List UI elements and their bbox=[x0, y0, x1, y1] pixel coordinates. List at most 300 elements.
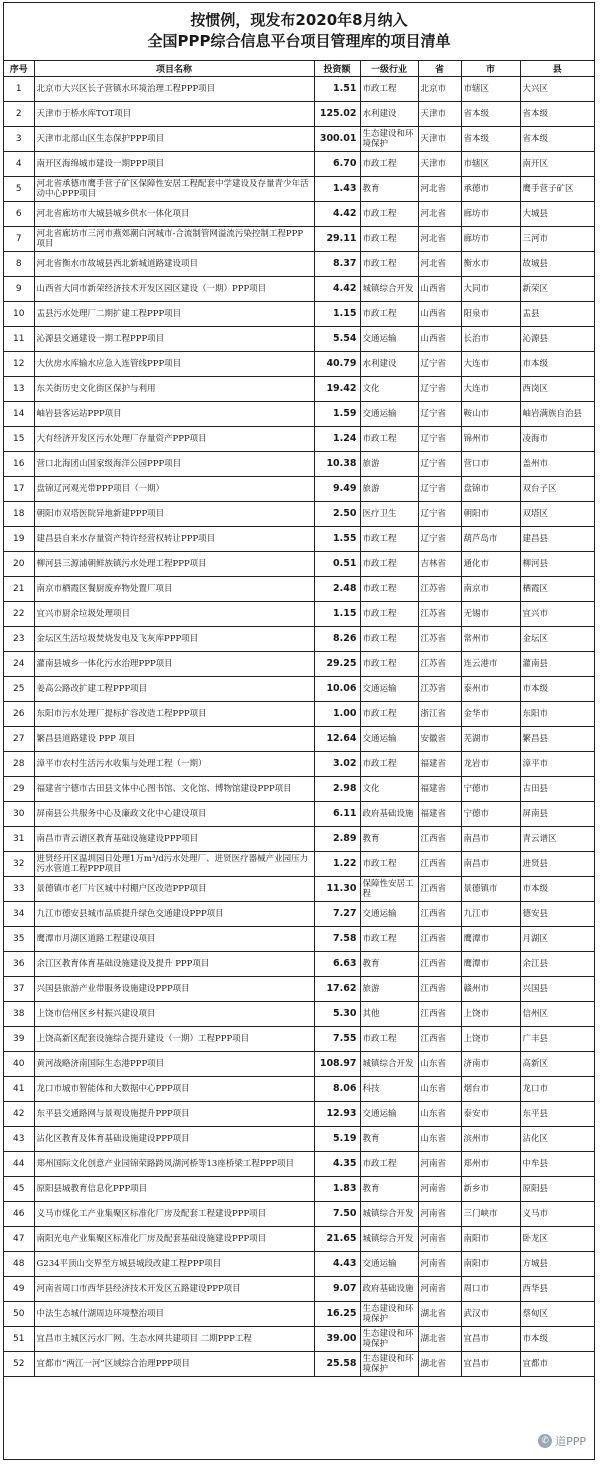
row-investment: 7.27 bbox=[314, 901, 360, 926]
row-province: 辽宁省 bbox=[418, 476, 461, 501]
row-province: 江西省 bbox=[418, 926, 461, 951]
row-investment: 12.93 bbox=[314, 1101, 360, 1126]
row-county: 三河市 bbox=[520, 226, 594, 251]
row-industry: 水利建设 bbox=[360, 351, 418, 376]
row-city: 大连市 bbox=[461, 351, 520, 376]
row-project-name: 朝阳市双塔医院异地新建PPP项目 bbox=[34, 501, 314, 526]
row-project-name: 福建省宁德市古田县文体中心图书馆、文化馆、博物馆建设PPP项目 bbox=[34, 776, 314, 801]
header-investment: 投资额 bbox=[314, 61, 360, 76]
row-province: 江西省 bbox=[418, 1026, 461, 1051]
table-row bbox=[4, 1151, 594, 1176]
row-investment: 2.89 bbox=[314, 826, 360, 851]
row-project-name: 盘锦辽河观光带PPP项目（一期） bbox=[34, 476, 314, 501]
row-investment: 12.64 bbox=[314, 726, 360, 751]
row-city: 衡水市 bbox=[461, 251, 520, 276]
row-seq: 31 bbox=[4, 826, 34, 851]
row-province: 辽宁省 bbox=[418, 451, 461, 476]
row-project-name: 宜都市“两江一河”区域综合治理PPP项目 bbox=[34, 1351, 314, 1376]
row-investment: 25.58 bbox=[314, 1351, 360, 1376]
row-project-name: 屏南县公共服务中心及廉政文化中心建设项目 bbox=[34, 801, 314, 826]
row-industry: 市政工程 bbox=[360, 751, 418, 776]
row-county: 南开区 bbox=[520, 151, 594, 176]
row-seq: 50 bbox=[4, 1301, 34, 1326]
table-row bbox=[4, 826, 594, 851]
row-province: 辽宁省 bbox=[418, 526, 461, 551]
row-project-name: 上饶高新区配套设施综合提升建设（一期）工程PPP项目 bbox=[34, 1026, 314, 1051]
row-investment: 21.65 bbox=[314, 1226, 360, 1251]
row-investment: 7.50 bbox=[314, 1201, 360, 1226]
row-project-name: 余江区教育体育基础设施建设及提升 PPP项目 bbox=[34, 951, 314, 976]
row-city: 滨州市 bbox=[461, 1126, 520, 1151]
row-project-name: 河北省廊坊市大城县城乡供水一体化项目 bbox=[34, 201, 314, 226]
wechat-icon: ✆ bbox=[538, 1434, 552, 1448]
header-province: 省 bbox=[418, 61, 461, 76]
row-investment: 7.55 bbox=[314, 1026, 360, 1051]
row-province: 江苏省 bbox=[418, 676, 461, 701]
row-industry: 市政工程 bbox=[360, 651, 418, 676]
row-province: 江苏省 bbox=[418, 576, 461, 601]
row-city: 上饶市 bbox=[461, 1001, 520, 1026]
row-project-name: 金坛区生活垃圾焚烧发电及飞灰库PPP项目 bbox=[34, 626, 314, 651]
row-industry: 市政工程 bbox=[360, 576, 418, 601]
row-investment: 1.15 bbox=[314, 301, 360, 326]
row-industry: 交通运输 bbox=[360, 676, 418, 701]
row-project-name: 黄河战略济南国际生态港PPP项目 bbox=[34, 1051, 314, 1076]
table-row bbox=[4, 576, 594, 601]
row-project-name: 龙口市城市智能体和大数据中心PPP项目 bbox=[34, 1076, 314, 1101]
row-province: 辽宁省 bbox=[418, 501, 461, 526]
row-industry: 市政工程 bbox=[360, 701, 418, 726]
row-county: 岫岩满族自治县 bbox=[520, 401, 594, 426]
row-investment: 5.19 bbox=[314, 1126, 360, 1151]
row-industry: 交通运输 bbox=[360, 1101, 418, 1126]
row-industry: 科技 bbox=[360, 1076, 418, 1101]
row-city: 泰州市 bbox=[461, 676, 520, 701]
row-investment: 4.42 bbox=[314, 201, 360, 226]
row-seq: 32 bbox=[4, 851, 34, 876]
row-industry: 教育 bbox=[360, 176, 418, 201]
row-industry: 市政工程 bbox=[360, 851, 418, 876]
row-investment: 108.97 bbox=[314, 1051, 360, 1076]
row-city: 连云港市 bbox=[461, 651, 520, 676]
row-project-name: 姜高公路改扩建工程PPP项目 bbox=[34, 676, 314, 701]
table-row bbox=[4, 726, 594, 751]
row-county: 沾化区 bbox=[520, 1126, 594, 1151]
table-row bbox=[4, 1026, 594, 1051]
row-industry: 教育 bbox=[360, 826, 418, 851]
row-city: 长治市 bbox=[461, 326, 520, 351]
row-industry: 教育 bbox=[360, 1176, 418, 1201]
row-industry: 市政工程 bbox=[360, 601, 418, 626]
row-industry: 市政工程 bbox=[360, 1026, 418, 1051]
table-row bbox=[4, 551, 594, 576]
table-row bbox=[4, 126, 594, 151]
row-seq: 5 bbox=[4, 176, 34, 201]
table-row bbox=[4, 1051, 594, 1076]
table-row bbox=[4, 876, 594, 901]
table-row bbox=[4, 1226, 594, 1251]
row-seq: 18 bbox=[4, 501, 34, 526]
row-project-name: 岫岩县客运站PPP项目 bbox=[34, 401, 314, 426]
row-investment: 8.37 bbox=[314, 251, 360, 276]
row-city: 大同市 bbox=[461, 276, 520, 301]
row-seq: 35 bbox=[4, 926, 34, 951]
row-county: 盖州市 bbox=[520, 451, 594, 476]
row-city: 芜湖市 bbox=[461, 726, 520, 751]
project-list-sheet bbox=[3, 2, 595, 1460]
row-industry: 市政工程 bbox=[360, 526, 418, 551]
row-province: 北京市 bbox=[418, 76, 461, 101]
table-row bbox=[4, 451, 594, 476]
row-county: 进贤县 bbox=[520, 851, 594, 876]
row-investment: 29.11 bbox=[314, 226, 360, 251]
table-row bbox=[4, 176, 594, 201]
row-project-name: 建昌县自来水存量资产特许经营权转让PPP项目 bbox=[34, 526, 314, 551]
table-row bbox=[4, 1126, 594, 1151]
row-county: 市本级 bbox=[520, 351, 594, 376]
row-province: 天津市 bbox=[418, 151, 461, 176]
row-industry: 保障性安居工程 bbox=[360, 876, 418, 901]
table-row bbox=[4, 751, 594, 776]
table-row bbox=[4, 601, 594, 626]
row-seq: 3 bbox=[4, 126, 34, 151]
row-project-name: 山西省大同市新荣经济技术开发区园区建设（一期）PPP项目 bbox=[34, 276, 314, 301]
row-county: 宜都市 bbox=[520, 1351, 594, 1376]
row-province: 河南省 bbox=[418, 1226, 461, 1251]
row-seq: 13 bbox=[4, 376, 34, 401]
row-seq: 6 bbox=[4, 201, 34, 226]
row-project-name: 郑州国际文化创意产业园锦荣路跨凤湖河桥等13座桥梁工程PPP项目 bbox=[34, 1151, 314, 1176]
row-city: 鹰潭市 bbox=[461, 926, 520, 951]
row-investment: 5.30 bbox=[314, 1001, 360, 1026]
row-city: 武汉市 bbox=[461, 1301, 520, 1326]
row-investment: 2.50 bbox=[314, 501, 360, 526]
row-investment: 11.30 bbox=[314, 876, 360, 901]
row-industry: 城镇综合开发 bbox=[360, 1226, 418, 1251]
row-investment: 4.35 bbox=[314, 1151, 360, 1176]
table-row bbox=[4, 676, 594, 701]
table-row bbox=[4, 1001, 594, 1026]
table-row bbox=[4, 1251, 594, 1276]
row-city: 廊坊市 bbox=[461, 201, 520, 226]
row-investment: 1.51 bbox=[314, 76, 360, 101]
row-province: 河北省 bbox=[418, 201, 461, 226]
row-industry: 市政工程 bbox=[360, 226, 418, 251]
project-table bbox=[4, 61, 594, 1377]
table-row bbox=[4, 351, 594, 376]
row-city: 烟台市 bbox=[461, 1076, 520, 1101]
row-province: 山东省 bbox=[418, 1076, 461, 1101]
row-seq: 2 bbox=[4, 101, 34, 126]
table-row bbox=[4, 626, 594, 651]
row-county: 新荣区 bbox=[520, 276, 594, 301]
row-project-name: 营口北海团山国家级海洋公园PPP项目 bbox=[34, 451, 314, 476]
row-province: 山西省 bbox=[418, 276, 461, 301]
header-industry: 一级行业 bbox=[360, 61, 418, 76]
row-city: 南阳市 bbox=[461, 1251, 520, 1276]
row-province: 湖北省 bbox=[418, 1326, 461, 1351]
row-province: 河南省 bbox=[418, 1176, 461, 1201]
row-province: 河南省 bbox=[418, 1201, 461, 1226]
row-industry: 市政工程 bbox=[360, 926, 418, 951]
row-city: 省本级 bbox=[461, 101, 520, 126]
row-province: 河南省 bbox=[418, 1276, 461, 1301]
row-seq: 37 bbox=[4, 976, 34, 1001]
row-seq: 51 bbox=[4, 1326, 34, 1351]
row-investment: 40.79 bbox=[314, 351, 360, 376]
row-project-name: 上饶市信州区乡村振兴建设项目 bbox=[34, 1001, 314, 1026]
row-investment: 39.00 bbox=[314, 1326, 360, 1351]
row-province: 山东省 bbox=[418, 1126, 461, 1151]
row-province: 河南省 bbox=[418, 1151, 461, 1176]
row-seq: 12 bbox=[4, 351, 34, 376]
row-industry: 旅游 bbox=[360, 451, 418, 476]
row-project-name: 宜兴市厨余垃圾处理项目 bbox=[34, 601, 314, 626]
row-project-name: 九江市德安县城市品质提升绿色交通建设PPP项目 bbox=[34, 901, 314, 926]
row-industry: 市政工程 bbox=[360, 251, 418, 276]
row-investment: 10.38 bbox=[314, 451, 360, 476]
row-industry: 其他 bbox=[360, 1001, 418, 1026]
row-county: 繁昌县 bbox=[520, 726, 594, 751]
row-province: 福建省 bbox=[418, 801, 461, 826]
row-city: 赣州市 bbox=[461, 976, 520, 1001]
row-county: 东阳市 bbox=[520, 701, 594, 726]
row-investment: 125.02 bbox=[314, 101, 360, 126]
row-seq: 21 bbox=[4, 576, 34, 601]
row-province: 江苏省 bbox=[418, 651, 461, 676]
row-project-name: 河北省承德市鹰手营子矿区保障性安居工程配套中学建设及存量青少年活动中心PPP项目 bbox=[34, 176, 314, 201]
row-county: 龙口市 bbox=[520, 1076, 594, 1101]
row-province: 天津市 bbox=[418, 126, 461, 151]
row-county: 沁源县 bbox=[520, 326, 594, 351]
row-city: 廊坊市 bbox=[461, 226, 520, 251]
header-seq: 序号 bbox=[4, 61, 34, 76]
row-county: 兴国县 bbox=[520, 976, 594, 1001]
row-county: 漳平市 bbox=[520, 751, 594, 776]
row-county: 德安县 bbox=[520, 901, 594, 926]
row-industry: 市政工程 bbox=[360, 626, 418, 651]
row-industry: 政府基础设施 bbox=[360, 801, 418, 826]
row-project-name: 南昌市青云谱区教育基础设施建设PPP项目 bbox=[34, 826, 314, 851]
row-industry: 生态建设和环境保护 bbox=[360, 126, 418, 151]
row-investment: 1.00 bbox=[314, 701, 360, 726]
row-investment: 6.63 bbox=[314, 951, 360, 976]
row-city: 常州市 bbox=[461, 626, 520, 651]
row-industry: 交通运输 bbox=[360, 401, 418, 426]
row-province: 湖北省 bbox=[418, 1351, 461, 1376]
row-industry: 教育 bbox=[360, 951, 418, 976]
row-seq: 9 bbox=[4, 276, 34, 301]
row-city: 上饶市 bbox=[461, 1026, 520, 1051]
row-project-name: 鹰潭市月湖区道路工程建设项目 bbox=[34, 926, 314, 951]
row-city: 盘锦市 bbox=[461, 476, 520, 501]
row-province: 河北省 bbox=[418, 251, 461, 276]
row-county: 蔡甸区 bbox=[520, 1301, 594, 1326]
row-industry: 城镇综合开发 bbox=[360, 1201, 418, 1226]
row-city: 南京市 bbox=[461, 576, 520, 601]
row-province: 福建省 bbox=[418, 776, 461, 801]
table-row bbox=[4, 101, 594, 126]
row-seq: 1 bbox=[4, 76, 34, 101]
row-county: 义马市 bbox=[520, 1201, 594, 1226]
row-province: 辽宁省 bbox=[418, 376, 461, 401]
row-investment: 2.98 bbox=[314, 776, 360, 801]
table-row bbox=[4, 1176, 594, 1201]
row-county: 市本级 bbox=[520, 1326, 594, 1351]
row-province: 天津市 bbox=[418, 101, 461, 126]
row-province: 江苏省 bbox=[418, 626, 461, 651]
row-city: 新乡市 bbox=[461, 1176, 520, 1201]
row-investment: 7.58 bbox=[314, 926, 360, 951]
row-project-name: 东平县交通路网与景观设施提升PPP项目 bbox=[34, 1101, 314, 1126]
row-county: 市本级 bbox=[520, 676, 594, 701]
watermark bbox=[538, 1433, 586, 1449]
row-industry: 生态建设和环境保护 bbox=[360, 1351, 418, 1376]
row-city: 九江市 bbox=[461, 901, 520, 926]
table-row bbox=[4, 401, 594, 426]
row-project-name: 南开区海绵城市建设一期PPP项目 bbox=[34, 151, 314, 176]
row-county: 金坛区 bbox=[520, 626, 594, 651]
row-city: 宜昌市 bbox=[461, 1351, 520, 1376]
table-row bbox=[4, 251, 594, 276]
table-row bbox=[4, 276, 594, 301]
row-city: 泰安市 bbox=[461, 1101, 520, 1126]
row-project-name: 漳平市农村生活污水收集与处理工程（一期） bbox=[34, 751, 314, 776]
row-province: 辽宁省 bbox=[418, 426, 461, 451]
row-county: 西岗区 bbox=[520, 376, 594, 401]
row-province: 山东省 bbox=[418, 1101, 461, 1126]
row-investment: 1.59 bbox=[314, 401, 360, 426]
row-county: 建昌县 bbox=[520, 526, 594, 551]
row-province: 湖北省 bbox=[418, 1301, 461, 1326]
row-seq: 15 bbox=[4, 426, 34, 451]
row-city: 鹰潭市 bbox=[461, 951, 520, 976]
row-project-name: G234平顶山交界至方城县城段改建工程PPP项目 bbox=[34, 1251, 314, 1276]
row-city: 三门峡市 bbox=[461, 1201, 520, 1226]
table-row bbox=[4, 951, 594, 976]
table-row bbox=[4, 1326, 594, 1351]
row-seq: 48 bbox=[4, 1251, 34, 1276]
row-seq: 42 bbox=[4, 1101, 34, 1126]
row-industry: 政府基础设施 bbox=[360, 1276, 418, 1301]
row-project-name: 进贤经开区温圳园日处理1万m³/d污水处理厂、进贤医疗器械产业园压力污水管道工程PPP项目 bbox=[34, 851, 314, 876]
row-investment: 4.42 bbox=[314, 276, 360, 301]
row-investment: 8.06 bbox=[314, 1076, 360, 1101]
row-city: 南昌市 bbox=[461, 851, 520, 876]
row-industry: 交通运输 bbox=[360, 726, 418, 751]
row-seq: 25 bbox=[4, 676, 34, 701]
header-project-name: 项目名称 bbox=[34, 61, 314, 76]
row-seq: 49 bbox=[4, 1276, 34, 1301]
row-project-name: 沾化区教育及体育基础设施建设PPP项目 bbox=[34, 1126, 314, 1151]
row-county: 余江县 bbox=[520, 951, 594, 976]
row-investment: 1.55 bbox=[314, 526, 360, 551]
row-project-name: 盂县污水处理厂二期扩建工程PPP项目 bbox=[34, 301, 314, 326]
row-investment: 5.54 bbox=[314, 326, 360, 351]
row-province: 江西省 bbox=[418, 976, 461, 1001]
row-city: 大连市 bbox=[461, 376, 520, 401]
title-line-1: 按惯例，现发布2020年8月纳入 bbox=[190, 11, 408, 29]
row-province: 浙江省 bbox=[418, 701, 461, 726]
row-county: 东平县 bbox=[520, 1101, 594, 1126]
row-county: 广丰县 bbox=[520, 1026, 594, 1051]
row-investment: 10.06 bbox=[314, 676, 360, 701]
row-investment: 1.22 bbox=[314, 851, 360, 876]
row-county: 西华县 bbox=[520, 1276, 594, 1301]
row-project-name: 义马市煤化工产业集聚区标准化厂房及配套工程建设PPP项目 bbox=[34, 1201, 314, 1226]
row-province: 吉林省 bbox=[418, 551, 461, 576]
row-county: 栖霞区 bbox=[520, 576, 594, 601]
row-county: 古田县 bbox=[520, 776, 594, 801]
row-investment: 16.25 bbox=[314, 1301, 360, 1326]
row-seq: 23 bbox=[4, 626, 34, 651]
row-city: 锦州市 bbox=[461, 426, 520, 451]
row-industry: 交通运输 bbox=[360, 1251, 418, 1276]
row-project-name: 河北省廊坊市三河市燕郊潮白河城市-合流制管网溢流污染控制工程PPP项目 bbox=[34, 226, 314, 251]
row-seq: 34 bbox=[4, 901, 34, 926]
row-industry: 旅游 bbox=[360, 476, 418, 501]
row-project-name: 北京市大兴区长子营镇水环境治理工程PPP项目 bbox=[34, 76, 314, 101]
row-industry: 生态建设和环境保护 bbox=[360, 1301, 418, 1326]
row-county: 凌海市 bbox=[520, 426, 594, 451]
row-county: 青云谱区 bbox=[520, 826, 594, 851]
table-row bbox=[4, 701, 594, 726]
row-county: 原阳县 bbox=[520, 1176, 594, 1201]
row-county: 柳河县 bbox=[520, 551, 594, 576]
table-row bbox=[4, 476, 594, 501]
table-row bbox=[4, 851, 594, 876]
row-industry: 交通运输 bbox=[360, 901, 418, 926]
row-seq: 52 bbox=[4, 1351, 34, 1376]
row-county: 信州区 bbox=[520, 1001, 594, 1026]
table-row bbox=[4, 526, 594, 551]
table-row bbox=[4, 1301, 594, 1326]
row-seq: 7 bbox=[4, 226, 34, 251]
row-industry: 文化 bbox=[360, 776, 418, 801]
row-seq: 43 bbox=[4, 1126, 34, 1151]
row-city: 承德市 bbox=[461, 176, 520, 201]
row-industry: 城镇综合开发 bbox=[360, 276, 418, 301]
row-seq: 11 bbox=[4, 326, 34, 351]
row-project-name: 河南省周口市西华县经济技术开发区五路建设PPP项目 bbox=[34, 1276, 314, 1301]
table-row bbox=[4, 1276, 594, 1301]
row-city: 济南市 bbox=[461, 1051, 520, 1076]
row-city: 龙岩市 bbox=[461, 751, 520, 776]
row-industry: 市政工程 bbox=[360, 76, 418, 101]
row-industry: 市政工程 bbox=[360, 151, 418, 176]
table-row bbox=[4, 76, 594, 101]
row-investment: 6.11 bbox=[314, 801, 360, 826]
row-province: 山东省 bbox=[418, 1051, 461, 1076]
row-investment: 4.43 bbox=[314, 1251, 360, 1276]
table-row bbox=[4, 376, 594, 401]
row-industry: 生态建设和环境保护 bbox=[360, 1326, 418, 1351]
row-investment: 17.62 bbox=[314, 976, 360, 1001]
row-project-name: 南京市栖霞区餐厨废弃物处置厂项目 bbox=[34, 576, 314, 601]
row-project-name: 东关街历史文化街区保护与利用 bbox=[34, 376, 314, 401]
document-title bbox=[4, 3, 594, 61]
table-row bbox=[4, 801, 594, 826]
row-seq: 38 bbox=[4, 1001, 34, 1026]
row-county: 大兴区 bbox=[520, 76, 594, 101]
row-seq: 8 bbox=[4, 251, 34, 276]
row-project-name: 天津市于桥水库TOT项目 bbox=[34, 101, 314, 126]
table-row bbox=[4, 301, 594, 326]
row-city: 金华市 bbox=[461, 701, 520, 726]
row-project-name: 原阳县城教育信息化PPP项目 bbox=[34, 1176, 314, 1201]
table-row bbox=[4, 426, 594, 451]
row-city: 市辖区 bbox=[461, 151, 520, 176]
